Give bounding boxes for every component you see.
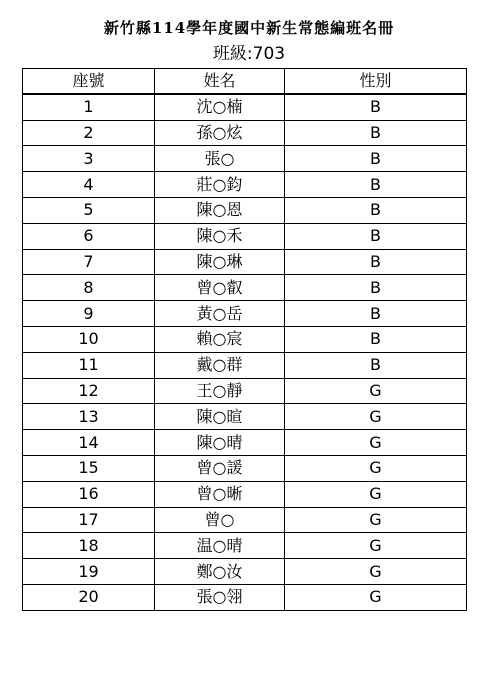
seat-cell: 17 xyxy=(23,507,155,533)
table-row xyxy=(23,223,467,249)
gender-cell: G xyxy=(285,584,467,610)
name-cell: 陳○晴 xyxy=(155,430,285,456)
name-cell: 張○ xyxy=(155,146,285,172)
name-cell: 陳○禾 xyxy=(155,223,285,249)
seat-cell: 12 xyxy=(23,378,155,404)
table-row xyxy=(23,326,467,352)
gender-cell: B xyxy=(285,223,467,249)
table-row xyxy=(23,584,467,610)
seat-cell: 7 xyxy=(23,249,155,275)
gender-cell: B xyxy=(285,301,467,327)
roster-table xyxy=(22,68,467,611)
seat-cell: 2 xyxy=(23,120,155,146)
table-row xyxy=(23,481,467,507)
table-row xyxy=(23,249,467,275)
table-row xyxy=(23,172,467,198)
name-cell: 沈○楠 xyxy=(155,94,285,120)
gender-cell: G xyxy=(285,378,467,404)
name-cell: 賴○宸 xyxy=(155,326,285,352)
gender-cell: B xyxy=(285,275,467,301)
name-cell: 黃○岳 xyxy=(155,301,285,327)
table-row xyxy=(23,146,467,172)
gender-cell: B xyxy=(285,94,467,120)
table-row xyxy=(23,559,467,585)
name-cell: 張○翎 xyxy=(155,584,285,610)
seat-cell: 13 xyxy=(23,404,155,430)
gender-cell: G xyxy=(285,533,467,559)
seat-cell: 3 xyxy=(23,146,155,172)
name-cell: 陳○暄 xyxy=(155,404,285,430)
seat-cell: 9 xyxy=(23,301,155,327)
header-gender: 性別 xyxy=(285,69,467,95)
name-cell: 曾○叡 xyxy=(155,275,285,301)
seat-cell: 4 xyxy=(23,172,155,198)
table-row xyxy=(23,352,467,378)
name-cell: 曾○晰 xyxy=(155,481,285,507)
table-header-row xyxy=(23,69,467,95)
gender-cell: G xyxy=(285,507,467,533)
gender-cell: B xyxy=(285,172,467,198)
seat-cell: 15 xyxy=(23,455,155,481)
seat-cell: 20 xyxy=(23,584,155,610)
name-cell: 孫○炫 xyxy=(155,120,285,146)
gender-cell: G xyxy=(285,455,467,481)
name-cell: 莊○鈞 xyxy=(155,172,285,198)
table-row xyxy=(23,94,467,120)
gender-cell: B xyxy=(285,146,467,172)
table-row xyxy=(23,430,467,456)
gender-cell: B xyxy=(285,120,467,146)
header-name: 姓名 xyxy=(155,69,285,95)
name-cell: 鄭○汝 xyxy=(155,559,285,585)
name-cell: 陳○恩 xyxy=(155,197,285,223)
name-cell: 王○靜 xyxy=(155,378,285,404)
gender-cell: B xyxy=(285,197,467,223)
gender-cell: G xyxy=(285,481,467,507)
seat-cell: 14 xyxy=(23,430,155,456)
table-row xyxy=(23,455,467,481)
name-cell: 温○晴 xyxy=(155,533,285,559)
seat-cell: 1 xyxy=(23,94,155,120)
table-row xyxy=(23,275,467,301)
seat-cell: 16 xyxy=(23,481,155,507)
name-cell: 曾○ xyxy=(155,507,285,533)
table-row xyxy=(23,120,467,146)
table-row xyxy=(23,378,467,404)
seat-cell: 19 xyxy=(23,559,155,585)
seat-cell: 10 xyxy=(23,326,155,352)
table-row xyxy=(23,404,467,430)
gender-cell: B xyxy=(285,249,467,275)
seat-cell: 6 xyxy=(23,223,155,249)
seat-cell: 5 xyxy=(23,197,155,223)
gender-cell: G xyxy=(285,559,467,585)
name-cell: 戴○群 xyxy=(155,352,285,378)
document-title: 新竹縣114學年度國中新生常態編班名冊 xyxy=(103,19,395,37)
seat-cell: 11 xyxy=(23,352,155,378)
table-row xyxy=(23,197,467,223)
class-label: 班級:703 xyxy=(212,44,286,64)
gender-cell: G xyxy=(285,430,467,456)
seat-cell: 8 xyxy=(23,275,155,301)
header-seat: 座號 xyxy=(23,69,155,95)
table-row xyxy=(23,301,467,327)
seat-cell: 18 xyxy=(23,533,155,559)
table-row xyxy=(23,507,467,533)
gender-cell: B xyxy=(285,326,467,352)
table-row xyxy=(23,533,467,559)
name-cell: 曾○諼 xyxy=(155,455,285,481)
gender-cell: G xyxy=(285,404,467,430)
name-cell: 陳○琳 xyxy=(155,249,285,275)
gender-cell: B xyxy=(285,352,467,378)
